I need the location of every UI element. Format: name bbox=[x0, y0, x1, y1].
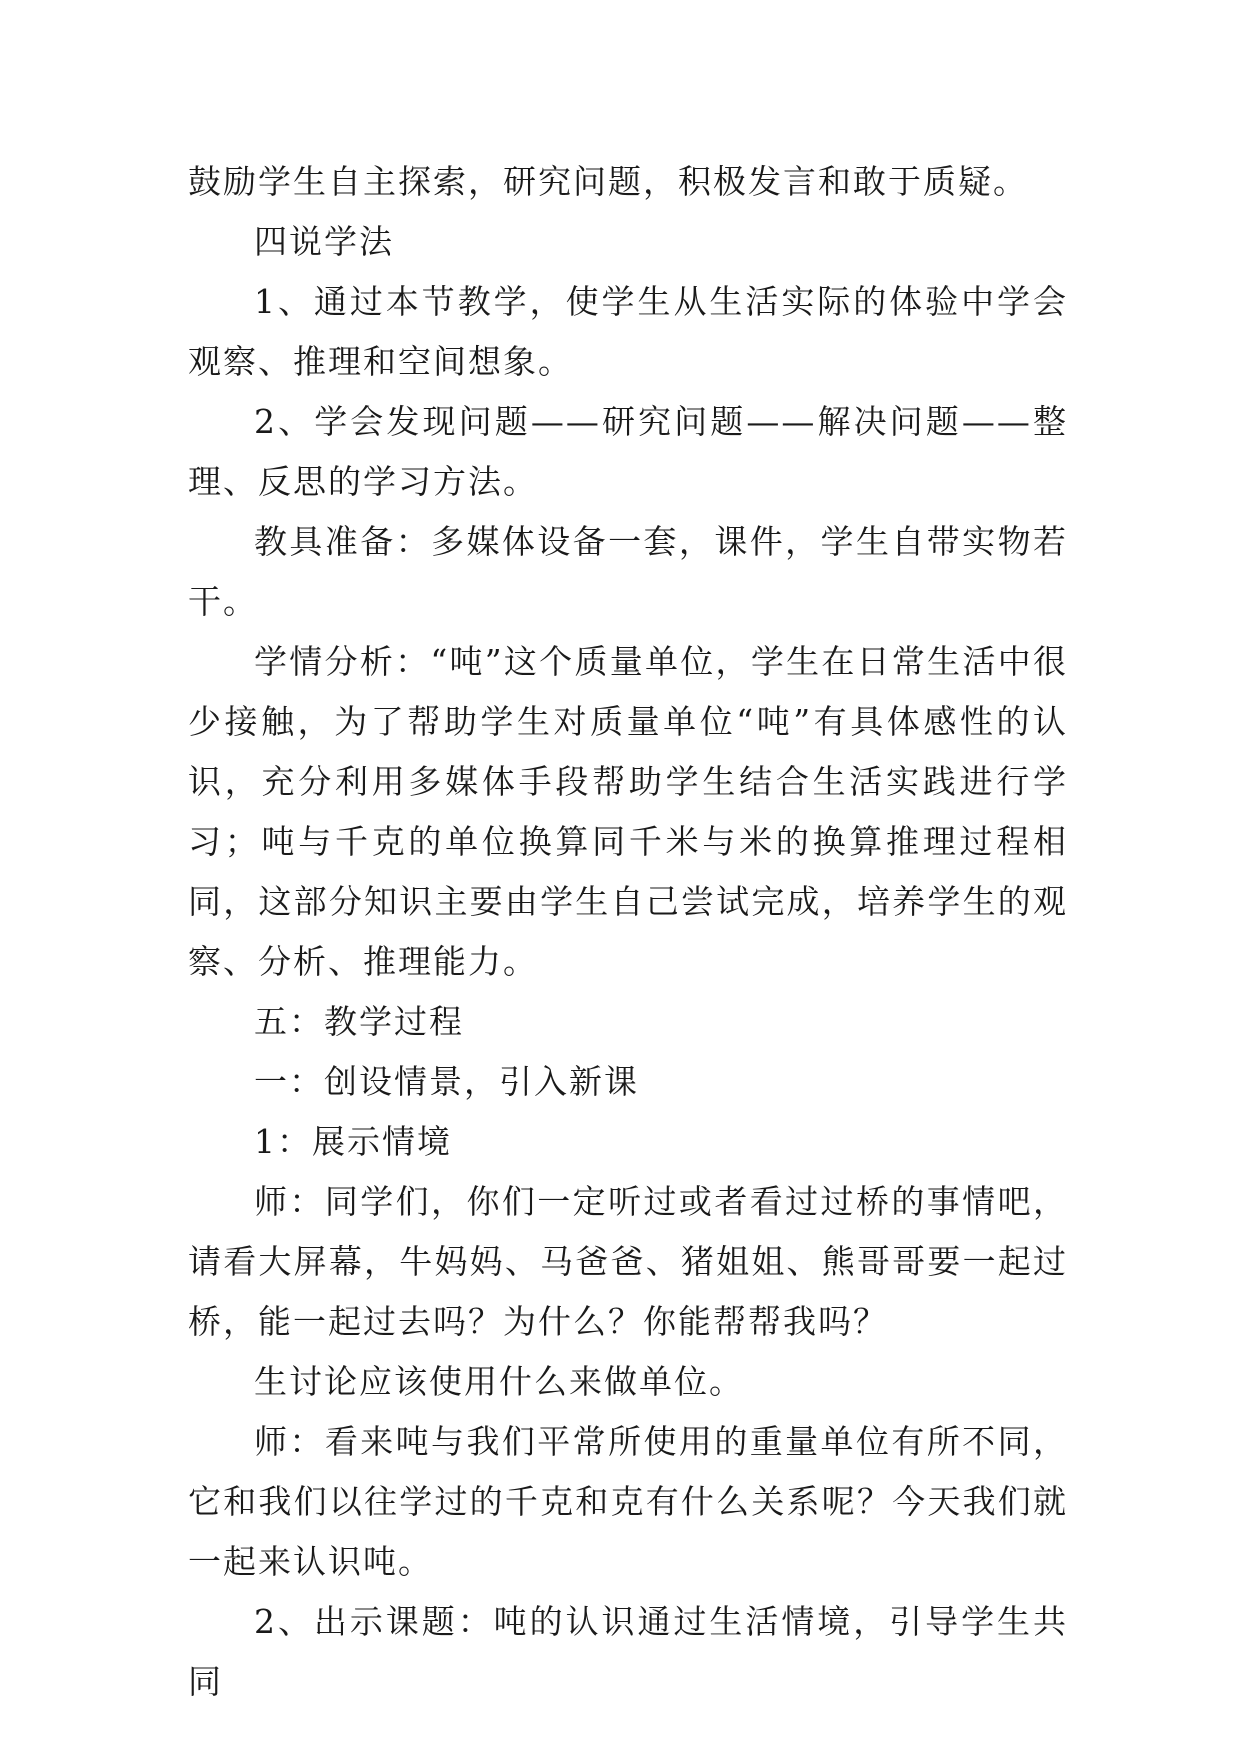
paragraph-show-topic: 2、出示课题：吨的认识通过生活情境，引导学生共同 bbox=[188, 1602, 1068, 1701]
paragraph-students-discuss: 生讨论应该使用什么来做单位。 bbox=[254, 1362, 744, 1401]
paragraph-method-1: 1、通过本节教学，使学生从生活实际的体验中学会观察、推理和空间想象。 bbox=[188, 282, 1068, 381]
paragraph-intro: 鼓励学生自主探索，研究问题，积极发言和敢于质疑。 bbox=[188, 162, 1028, 201]
heading-study-method: 四说学法 bbox=[254, 222, 394, 261]
paragraph-teaching-aids: 教具准备：多媒体设备一套，课件，学生自带实物若干。 bbox=[188, 522, 1068, 621]
document-body bbox=[188, 152, 1068, 1712]
heading-show-scenario: 1：展示情境 bbox=[254, 1122, 452, 1161]
paragraph-method-2: 2、学会发现问题——研究问题——解决问题——整理、反思的学习方法。 bbox=[188, 402, 1068, 501]
heading-create-scenario: 一：创设情景，引入新课 bbox=[254, 1062, 639, 1101]
heading-teaching-process: 五：教学过程 bbox=[254, 1002, 464, 1041]
paragraph-teacher-1: 师：同学们，你们一定听过或者看过过桥的事情吧，请看大屏幕，牛妈妈、马爸爸、猪姐姐、熊哥哥要一起过桥，能一起过去吗？为什么？你能帮帮我吗？ bbox=[188, 1182, 1068, 1341]
paragraph-learner-analysis: 学情分析：“吨”这个质量单位，学生在日常生活中很少接触，为了帮助学生对质量单位“吨”有具体感性的认识，充分利用多媒体手段帮助学生结合生活实践进行学习；吨与千克的单位换算同千米与米的换算推理过程相同，这部分知识主要由学生自己尝试完成，培养学生的观察、分析、推理能力。 bbox=[188, 642, 1068, 981]
paragraph-teacher-2: 师：看来吨与我们平常所使用的重量单位有所不同，它和我们以往学过的千克和克有什么关系呢？今天我们就一起来认识吨。 bbox=[188, 1422, 1068, 1581]
